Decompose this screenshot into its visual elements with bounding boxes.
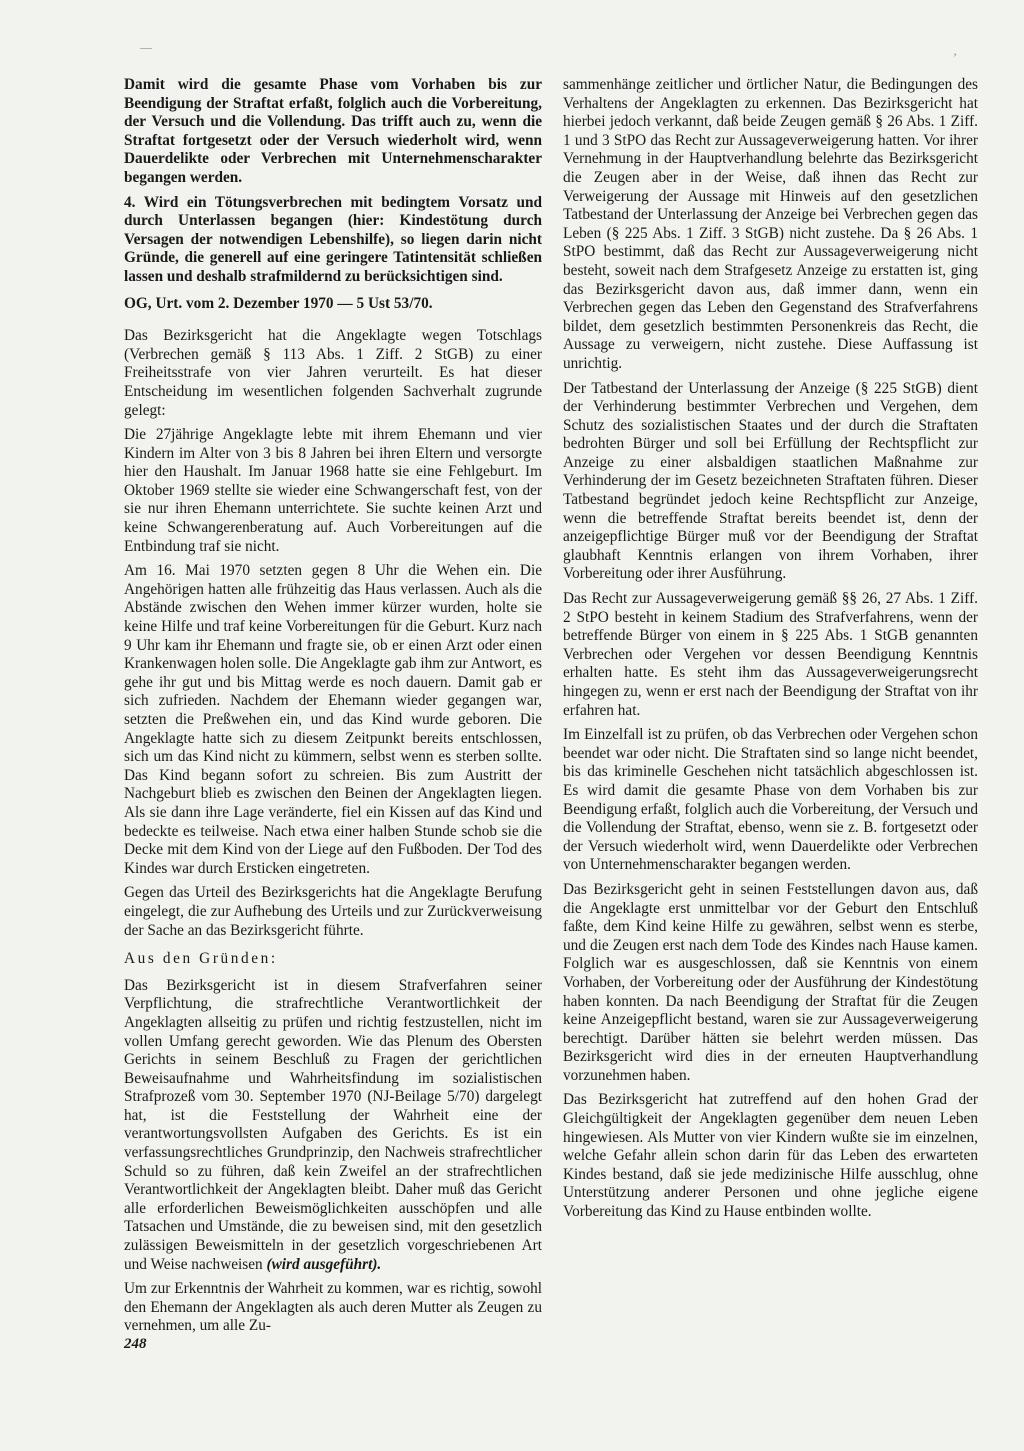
paragraph: Gegen das Urteil des Bezirksgerichts hat die Angeklagte Berufung eingelegt, die zur Aufhebung des Urteils und zur Zurückverweisung der Sache an das Bezirksgericht führte. xyxy=(124,884,542,939)
scan-mark: — xyxy=(140,40,152,54)
paragraph: Der Tatbestand der Unterlassung der Anzeige (§ 225 StGB) dient der Verhinderung bestimmter Verbrechen und Vergehen, dem Schutz des sozialistischen Staates und der durch die Straftaten bedrohten Bürger und soll bei Erfüllung der Rechtspflicht zur Anzeige zu einer alsbaldigen staatlichen Maßnahme zur Verhinderung der im Gesetz bezeichneten Straftaten führen. Dieser Tatbestand begründet jedoch keine Rechtspflicht zur Anzeige, wenn die betreffende Straftat bereits beendet ist, denn der anzeigepflichtige Bürger muß vor der Beendigung der Straftat glaubhaft Kenntnis erlangen von ihrem Vorhaben, ihrer Vorbereitung oder ihrer Ausführung. xyxy=(563,379,978,583)
paragraph: Das Bezirksgericht hat zutreffend auf den hohen Grad der Gleichgültigkeit der Angeklagten gegenüber dem neuen Leben hingewiesen. Als Mutter von vier Kindern wußte sie im einzelnen, welche Gefahr allein schon darin für das Leben des erwarteten Kindes bestand, daß sie jede medizinische Hilfe ausschlug, ohne Unterstützung anderer Personen und ohne jegliche eigene Vorbereitung das Kind zu Hause entbinden wollte. xyxy=(563,1091,978,1221)
paragraph: Im Einzelfall ist zu prüfen, ob das Verbrechen oder Vergehen schon beendet war oder nicht. Die Straftaten sind so lange nicht beendet, bis das kriminelle Geschehen nicht tatsächlich abgeschlossen ist. Es wird damit die gesamte Phase von dem Vorhaben bis zur Beendigung erfaßt, folglich auch die Vorbereitung, der Versuch und die Vollendung der Straftat, ebenso, wenn sie z. B. fortgesetzt oder der Versuch wiederholt wird, wenn Dauerdelikte oder Verbrechen von Unternehmenscharakter begangen werden. xyxy=(563,726,978,874)
scan-mark: ’ xyxy=(953,50,957,64)
section-heading: Aus den Gründen: xyxy=(124,950,278,968)
paragraph-text: Das Bezirksgericht ist in diesem Strafverfahren seiner Verpflichtung, die strafrechtliche Verantwortlichkeit der Angeklagten allseitig zu prüfen und richtig festzustellen, nicht im vollen Umfang gerecht geworden. Wie das Plenum des Obersten Gerichts in seinem Beschluß zu Fragen der gerichtlichen Beweisaufnahme und Wahrheitsfindung im sozialistischen Strafprozeß vom 30. September 1970 (NJ-Beilage 5/70) dargelegt hat, ist die Feststellung der Wahrheit eine der verantwortungsvollsten Aufgaben des Gerichts. Es ist ein verfassungsrechtliches Grundprinzip, den Nachweis strafrechtlicher Schuld so zu führen, daß kein Zweifel an der strafrechtlichen Verantwortlichkeit der Angeklagten bleibt. Daher muß das Gericht alle erforderlichen Beweismöglichkeiten ausschöpfen und alle Tatsachen und Umstände, die zu beweisen sind, mit den gesetzlich zulässigen Beweismitteln in der gesetzlich vorgeschriebenen Art und Weise nachweisen xyxy=(124,976,542,1273)
paragraph: Das Bezirksgericht geht in seinen Feststellungen davon aus, daß die Angeklagte erst unmittelbar vor der Geburt den Entschluß faßte, dem Kind keine Hilfe zu gewähren, selbst wenn es sterbe, und die Zeugen erst nach dem Tode des Kindes nach Hause kamen. Folglich war es ausgeschlossen, daß sie Kenntnis von einem Vorhaben, der Vorbereitung oder der Ausführung der Kindestötung haben konnten. Da nach Beendigung der Straftat für die Zeugen keine Anzeigepflicht bestand, waren sie zur Aussageverweigerung berechtigt. Darüber hätten sie belehrt werden müssen. Das Bezirksgericht wird dies in der erneuten Hauptverhandlung vorzunehmen haben. xyxy=(563,880,978,1084)
paragraph: Um zur Erkenntnis der Wahrheit zu kommen, war es richtig, sowohl den Ehemann der Angeklagten als auch deren Mutter als Zeugen zu vernehmen, um alle Zu- xyxy=(124,1280,542,1335)
paragraph: Das Bezirksgericht hat die Angeklagte wegen Totschlags (Verbrechen gemäß § 113 Abs. 1 Ziff. 2 StGB) zu einer Freiheitsstrafe von vier Jahren verurteilt. Es hat dieser Entscheidung im wesentlichen folgenden Sachverhalt zugrunde gelegt: xyxy=(124,327,542,419)
headnote-3: Damit wird die gesamte Phase vom Vorhaben bis zur Beendigung der Straftat erfaßt, folglich auch die Vorbereitung, der Versuch und die Vollendung. Das trifft auch zu, wenn die Straftat fortgesetzt oder der Versuch wiederholt wird, wenn Dauerdelikte oder Verbrechen mit Unternehmenscharakter begangen werden. xyxy=(124,76,542,186)
paragraph: Die 27jährige Angeklagte lebte mit ihrem Ehemann und vier Kindern im Alter von 3 bis 8 Jahren bei ihren Eltern und versorgte hier den Haushalt. Im Januar 1968 hatte sie eine Fehlgeburt. Im Oktober 1969 stellte sie wieder eine Schwangerschaft fest, von der sie nur ihren Ehemann unterrichtete. Sie suchte keinen Arzt und keine Schwangerenberatung auf. Auch Vorbereitungen auf die Entbindung traf sie nicht. xyxy=(124,426,542,555)
italic-note: (wird ausgeführt). xyxy=(266,1255,382,1273)
headnote-4: 4. Wird ein Tötungsverbrechen mit bedingtem Vorsatz und durch Unterlassen begangen (hier: Kindestötung durch Versagen der notwendigen Lebenshilfe), so liegen darin nicht Gründe, die generell auf eine geringere Tatintensität schließen lassen und deshalb strafmildernd zu berücksichtigen sind. xyxy=(124,193,542,285)
paragraph: Das Recht zur Aussageverweigerung gemäß §§ 26, 27 Abs. 1 Ziff. 2 StPO besteht in keinem Stadium des Strafverfahrens, wenn der betreffende Bürger von einem in § 225 Abs. 1 StGB genannten Verbrechen oder Vergehen vor dessen Beendigung Kenntnis erhalten hatte. Es steht ihm das Aussageverweigerungsrecht hingegen zu, wenn er erst nach der Beendigung der Straftat von ihr erfahren hat. xyxy=(563,590,978,719)
case-reference: OG, Urt. vom 2. Dezember 1970 — 5 Ust 53/70. xyxy=(124,294,433,312)
page-number: 248 xyxy=(124,1336,147,1352)
paragraph xyxy=(124,977,542,1275)
paragraph: sammenhänge zeitlicher und örtlicher Natur, die Bedingungen des Verhaltens der Angeklagten zu erkennen. Das Bezirksgericht hat hierbei jedoch verkannt, daß beide Zeugen gemäß § 26 Abs. 1 Ziff. 1 und 3 StPO das Recht zur Aussageverweigerung hatten. Vor ihrer Vernehmung in der Hauptverhandlung belehrte das Bezirksgericht die Zeugen aber in der Weise, daß ihnen das Recht zur Verweigerung der Aussage mit Hinweis auf den gesetzlichen Tatbestand der Unterlassung der Anzeige bei Verbrechen gegen das Leben (§ 225 Abs. 1 Ziff. 3 StGB) nicht zustehe. Da § 26 Abs. 1 StPO bestimmt, daß das Recht zur Aussageverweigerung nicht besteht, soweit nach dem Strafgesetz Anzeige zu erstatten ist, ging das Bezirksgericht davon aus, daß immer dann, wenn ein Verbrechen gegen das Leben den Gegenstand des Strafverfahrens bildet, dem gesetzlich bestimmten Personenkreis das Recht, die Aussage zu verweigern, nicht zustehe. Diese Auffassung ist unrichtig. xyxy=(563,76,978,372)
left-column xyxy=(124,76,542,1342)
right-column xyxy=(563,76,978,1228)
paragraph: Am 16. Mai 1970 setzten gegen 8 Uhr die Wehen ein. Die Angehörigen hatten alle frühzeitig das Haus verlassen. Auch als die Abstände zwischen den Wehen immer kürzer wurden, holte sie keine Hilfe und traf keine Vorbereitungen für die Geburt. Kurz nach 9 Uhr kam ihr Ehemann und fragte sie, ob er einen Arzt oder einen Krankenwagen holen solle. Die Angeklagte gab ihm zur Antwort, es gehe ihr gut und bis Mittag werde es noch dauern. Damit gab er sich zufrieden. Nachdem der Ehemann wieder gegangen war, setzten die Preßwehen ein, und das Kind wurde geboren. Die Angeklagte hatte sich zu diesem Zeitpunkt bereits entschlossen, sich um das Kind nicht zu kümmern, selbst wenn es sterben sollte. Das Kind begann sofort zu schreien. Bis zum Austritt der Nachgeburt blieb es zwischen den Beinen der Angeklagten liegen. Als sie dann ihre Lage veränderte, fiel ein Kissen auf das Kind und bedeckte es teilweise. Nach etwa einer halben Stunde schob sie die Decke mit dem Kind von der Liege auf den Fußboden. Der Tod des Kindes war durch Ersticken eingetreten. xyxy=(124,562,542,877)
